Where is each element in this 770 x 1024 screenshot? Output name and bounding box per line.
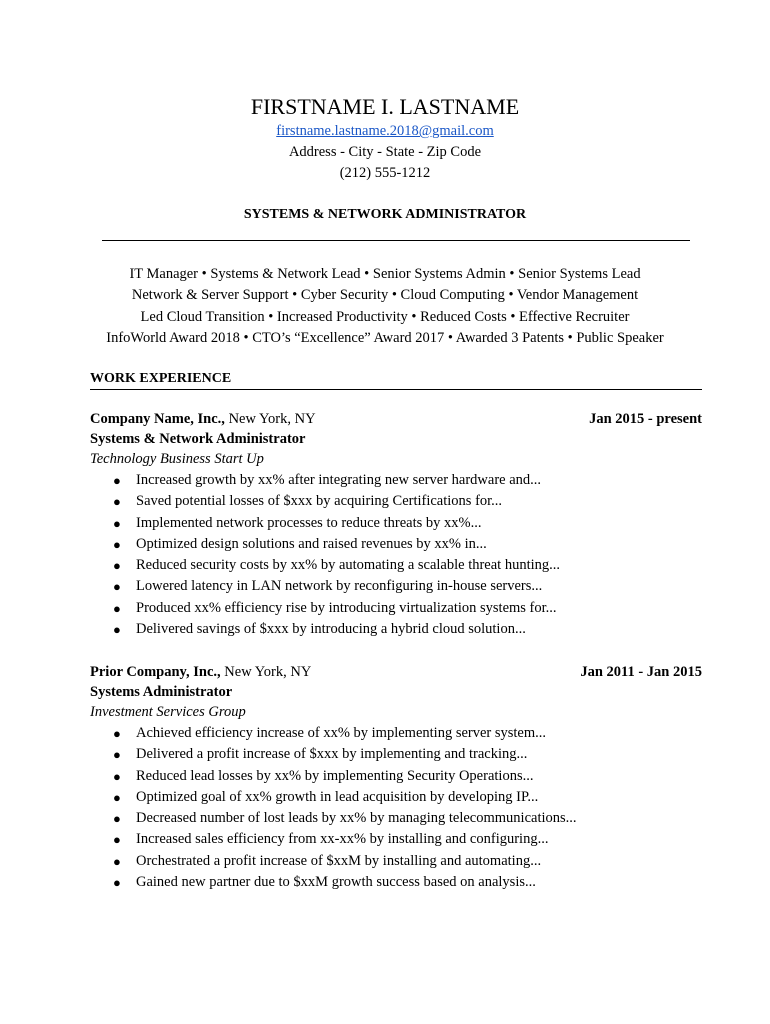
list-item-text: Saved potential losses of $xxx by acquiring Certifications for... [136, 493, 503, 510]
company-name: Prior Company, Inc., [90, 664, 221, 680]
job-entry [90, 409, 702, 640]
bullet-icon: ● [113, 726, 121, 741]
list-item-text: Implemented network processes to reduce threats by xx%... [136, 514, 482, 531]
email-line [0, 122, 770, 140]
job-header [90, 409, 702, 429]
list-item-text: Lowered latency in LAN network by reconfiguring in-house servers... [136, 578, 543, 595]
bullet-icon: ● [113, 494, 121, 510]
bullet-icon: ● [113, 515, 121, 531]
bullet-icon: ● [113, 622, 121, 638]
section-divider [90, 389, 702, 390]
list-item [90, 766, 702, 787]
company-line [90, 409, 316, 429]
list-item [90, 576, 702, 597]
list-item-text: Delivered a profit increase of $xxx by implementing and tracking... [136, 746, 528, 763]
list-item [90, 872, 702, 893]
list-item-text: Increased growth by xx% after integrating new server hardware and... [136, 472, 542, 488]
job-dates: Jan 2015 - present [589, 411, 702, 427]
skills-line: Network & Server Support • Cyber Security • Cloud Computing • Vendor Management [131, 287, 639, 304]
job-role: Systems Administrator [90, 684, 233, 700]
bullet-icon: ● [113, 853, 121, 869]
bullet-icon: ● [113, 747, 121, 763]
list-item-text: Delivered savings of $xxx by introducing a hybrid cloud solution... [136, 621, 526, 638]
achievement-list [90, 723, 702, 893]
candidate-name: FIRSTNAME I. LASTNAME [250, 94, 520, 119]
list-item-text: Optimized goal of xx% growth in lead acquisition by developing IP... [136, 788, 539, 805]
list-item-text: Optimized design solutions and raised revenues by xx% in... [136, 535, 487, 552]
bullet-icon: ● [113, 536, 121, 552]
list-item [90, 513, 702, 534]
company-location: New York, NY [228, 411, 316, 427]
list-item [90, 619, 702, 640]
list-item-text: Increased sales efficiency from xx-xx% by installing and configuring... [136, 831, 549, 848]
list-item [90, 723, 702, 744]
skills-summary [0, 264, 770, 349]
list-item-text: Reduced lead losses by xx% by implementing Security Operations... [136, 767, 534, 784]
list-item [90, 808, 702, 829]
job-role: Systems & Network Administrator [90, 431, 306, 447]
bullet-icon: ● [113, 768, 121, 784]
job-unit: Investment Services Group [90, 704, 246, 720]
achievement-list [90, 470, 702, 640]
bullet-icon: ● [113, 579, 121, 595]
company-line [90, 662, 311, 682]
bullet-icon: ● [113, 558, 121, 574]
list-item [90, 598, 702, 619]
company-location: New York, NY [224, 664, 312, 680]
skills-line: InfoWorld Award 2018 • CTO’s “Excellence” Award 2017 • Awarded 3 Patents • Public Speaker [106, 329, 664, 346]
header-divider [102, 240, 690, 241]
skills-line: Led Cloud Transition • Increased Productivity • Reduced Costs • Effective Recruiter [140, 308, 630, 325]
company-name: Company Name, Inc., [90, 411, 225, 427]
job-entry [90, 662, 702, 893]
list-item [90, 491, 702, 512]
list-item-text: Achieved efficiency increase of xx% by implementing server system... [136, 725, 547, 741]
skills-line: IT Manager • Systems & Network Lead • Senior Systems Admin • Senior Systems Lead [129, 266, 641, 282]
section-title-work-experience: WORK EXPERIENCE [90, 371, 232, 386]
list-item-text: Gained new partner due to $xxM growth success based on analysis... [136, 874, 536, 891]
bullet-icon: ● [113, 875, 121, 891]
email-link[interactable]: firstname.lastname.2018@gmail.com [276, 123, 494, 139]
job-headline: SYSTEMS & NETWORK ADMINISTRATOR [243, 207, 527, 222]
job-unit: Technology Business Start Up [90, 451, 264, 467]
job-dates: Jan 2011 - Jan 2015 [580, 664, 702, 680]
list-item [90, 851, 702, 872]
phone-line: (212) 555-1212 [339, 165, 431, 181]
bullet-icon: ● [113, 789, 121, 805]
bullet-icon: ● [113, 600, 121, 616]
bullet-icon: ● [113, 473, 121, 488]
list-item-text: Orchestrated a profit increase of $xxM by installing and automating... [136, 852, 542, 869]
list-item-text: Produced xx% efficiency rise by introducing virtualization systems for... [136, 599, 557, 616]
list-item [90, 470, 702, 491]
list-item-text: Decreased number of lost leads by xx% by managing telecommunications... [136, 810, 577, 827]
list-item [90, 787, 702, 808]
address-line: Address - City - State - Zip Code [288, 144, 482, 160]
list-item [90, 744, 702, 765]
list-item [90, 534, 702, 555]
bullet-icon: ● [113, 832, 121, 848]
job-header [90, 662, 702, 682]
list-item [90, 829, 702, 850]
list-item-text: Reduced security costs by xx% by automating a scalable threat hunting... [136, 557, 561, 574]
bullet-icon: ● [113, 811, 121, 827]
list-item [90, 555, 702, 576]
